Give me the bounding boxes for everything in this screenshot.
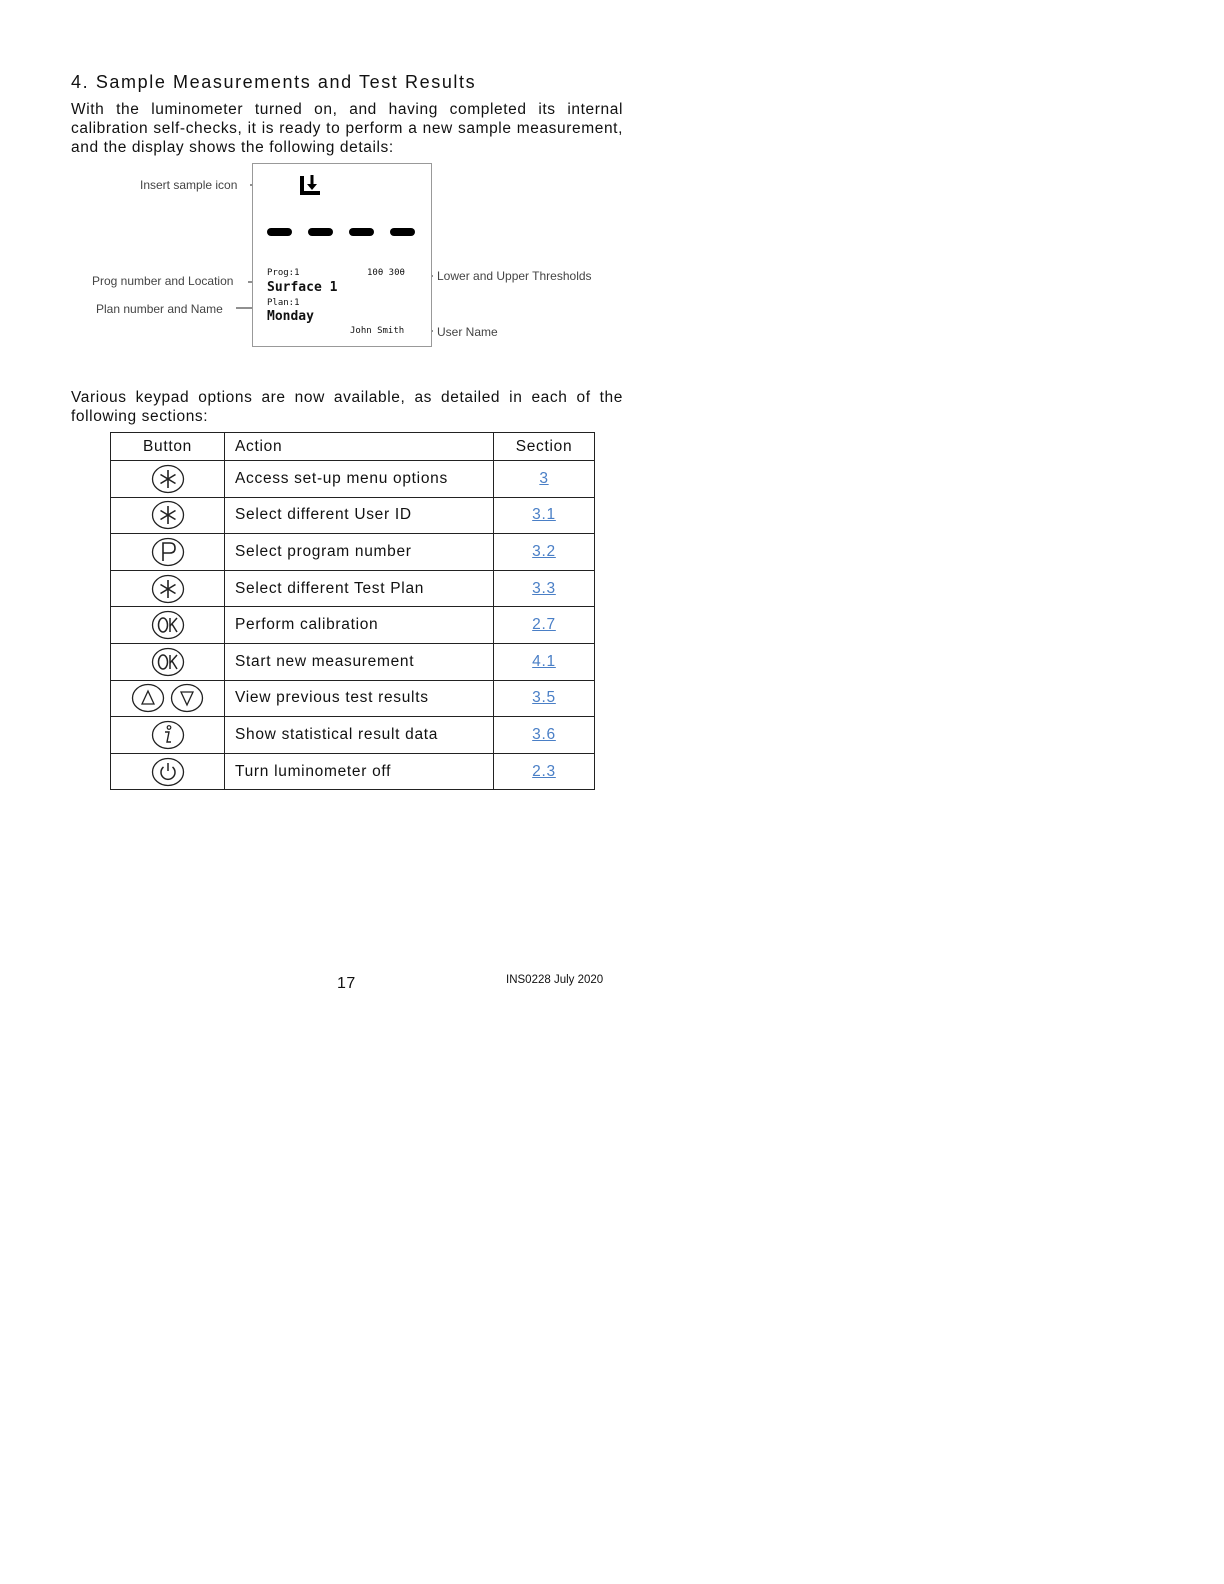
section-heading: 4. Sample Measurements and Test Results [71,72,477,92]
action-cell: Select program number [225,534,494,571]
section-link[interactable]: 4.1 [532,652,556,670]
reading-dash [390,228,415,236]
keypad-paragraph: Various keypad options are now available, as detailed in each of the following sections: [71,389,623,425]
page-number: 17 [337,975,356,992]
table-row [111,534,595,571]
lcd-thresholds: 10θ 30θ [367,268,405,278]
table-row [111,753,595,790]
section-link[interactable]: 3.3 [532,579,556,597]
power-key-icon [151,757,185,787]
down-arrow-key-icon [170,683,204,713]
display-diagram [88,160,628,355]
lcd-location: Surface 1 [267,280,338,295]
lcd-plan-name: Monday [267,309,314,324]
action-cell: Show statistical result data [225,717,494,754]
callout-prog-location: Prog number and Location [92,274,234,288]
action-cell: Start new measurement [225,643,494,680]
lcd-plan: Plan:1 [267,298,300,308]
action-cell: Select different Test Plan [225,570,494,607]
table-row [111,680,595,717]
action-cell: Access set-up menu options [225,461,494,498]
table-row [111,607,595,644]
lcd-prog: Prog:1 [267,268,300,278]
section-link[interactable]: 3.1 [532,506,556,524]
header-action: Action [225,433,494,461]
section-link[interactable]: 3.2 [532,542,556,560]
ok-key-icon [151,610,185,640]
reading-dash [308,228,333,236]
asterisk-key-icon [151,464,185,494]
p-key-icon [151,537,185,567]
table-row [111,461,595,498]
header-section: Section [494,433,595,461]
action-cell: Perform calibration [225,607,494,644]
header-button: Button [111,433,225,461]
table-header-row [111,433,595,461]
lcd-user: John Smith [350,326,405,336]
section-link[interactable]: 2.3 [532,762,556,780]
intro-paragraph: With the luminometer turned on, and having completed its internal calibration self-checks, it is ready to perform a new sample measurement, and the display shows the following details: [71,101,623,156]
section-link[interactable]: 3.5 [532,689,556,707]
table-row [111,643,595,680]
asterisk-key-icon [151,500,185,530]
callout-user-name: User Name [437,325,498,339]
insert-sample-icon [298,173,324,199]
ok-key-icon [151,647,185,677]
section-link[interactable]: 2.7 [532,616,556,634]
asterisk-key-icon [151,574,185,604]
action-cell: View previous test results [225,680,494,717]
document-reference: INS0228 July 2020 [506,974,604,986]
action-cell: Turn luminometer off [225,753,494,790]
section-link[interactable]: 3 [539,469,549,487]
table-row [111,570,595,607]
keypad-table [110,432,595,790]
info-key-icon [151,720,185,750]
reading-dash [267,228,292,236]
table-row [111,717,595,754]
up-arrow-key-icon [131,683,165,713]
callout-plan-name: Plan number and Name [96,302,223,316]
callout-thresholds: Lower and Upper Thresholds [437,269,592,283]
lcd-screen [252,163,432,347]
action-cell: Select different User ID [225,497,494,534]
table-row [111,497,595,534]
callout-insert-sample: Insert sample icon [140,178,238,192]
reading-dash [349,228,374,236]
section-link[interactable]: 3.6 [532,725,556,743]
